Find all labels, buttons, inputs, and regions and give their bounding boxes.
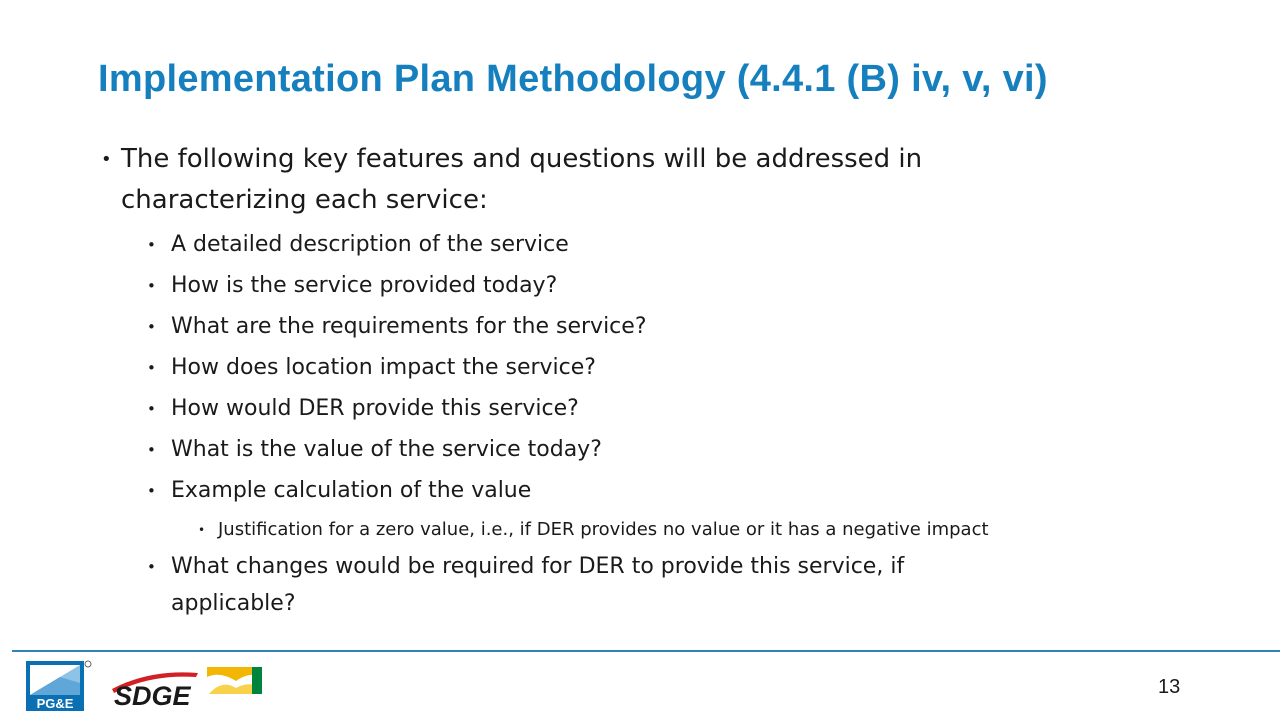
footer-rule	[12, 650, 1280, 652]
footer-logos	[0, 655, 300, 720]
page-number: 13	[1158, 676, 1181, 698]
sub-bullet-text: A detailed description of the service	[171, 232, 569, 257]
sub-bullet-text: What is the value of the service today?	[171, 437, 602, 462]
sub-bullet: • Example calculation of the value	[147, 478, 532, 503]
intro-line-2: characterizing each service:	[121, 185, 488, 215]
svg-text:PG&E: PG&E	[36, 696, 74, 711]
sce-logo	[207, 667, 262, 694]
sdge-logo	[112, 672, 198, 711]
sub-bullet: • What is the value of the service today?	[147, 437, 602, 462]
slide-title: Implementation Plan Methodology (4.4.1 (B) iv, v, vi)	[98, 58, 1048, 100]
sub-bullet-text: What changes would be required for DER to provide this service, if	[171, 554, 905, 579]
sub-bullet: • What are the requirements for the service?	[147, 314, 647, 339]
intro-line-1: The following key features and questions will be addressed in	[121, 144, 923, 174]
sub-bullet-text: How does location impact the service?	[171, 355, 596, 380]
sub-bullet-text: applicable?	[171, 591, 296, 616]
pge-logo	[26, 661, 91, 711]
sub-bullet: • How does location impact the service?	[147, 355, 596, 380]
bullet-intro-continued	[121, 180, 488, 221]
sub-sub-bullet: • Justification for a zero value, i.e., if DER provides no value or it has a negative impact	[198, 519, 989, 540]
svg-text:SDGE: SDGE	[114, 681, 191, 711]
sub-bullet-text: How is the service provided today?	[171, 273, 558, 298]
sub-bullet-text: What are the requirements for the service?	[171, 314, 647, 339]
sub-bullet: • How is the service provided today?	[147, 273, 558, 298]
sub-bullet: • How would DER provide this service?	[147, 396, 579, 421]
sub-bullet: • What changes would be required for DER to provide this service, if	[147, 554, 905, 579]
sub-bullet-text: Example calculation of the value	[171, 478, 532, 503]
sub-sub-bullet-text: Justification for a zero value, i.e., if DER provides no value or it has a negative impact	[218, 519, 989, 540]
sub-bullet-text: How would DER provide this service?	[171, 396, 579, 421]
bullet-dot: •	[101, 149, 112, 170]
bullet-intro	[101, 139, 923, 180]
sub-bullet: • A detailed description of the service	[147, 232, 569, 257]
sub-bullet-continued	[171, 584, 296, 624]
